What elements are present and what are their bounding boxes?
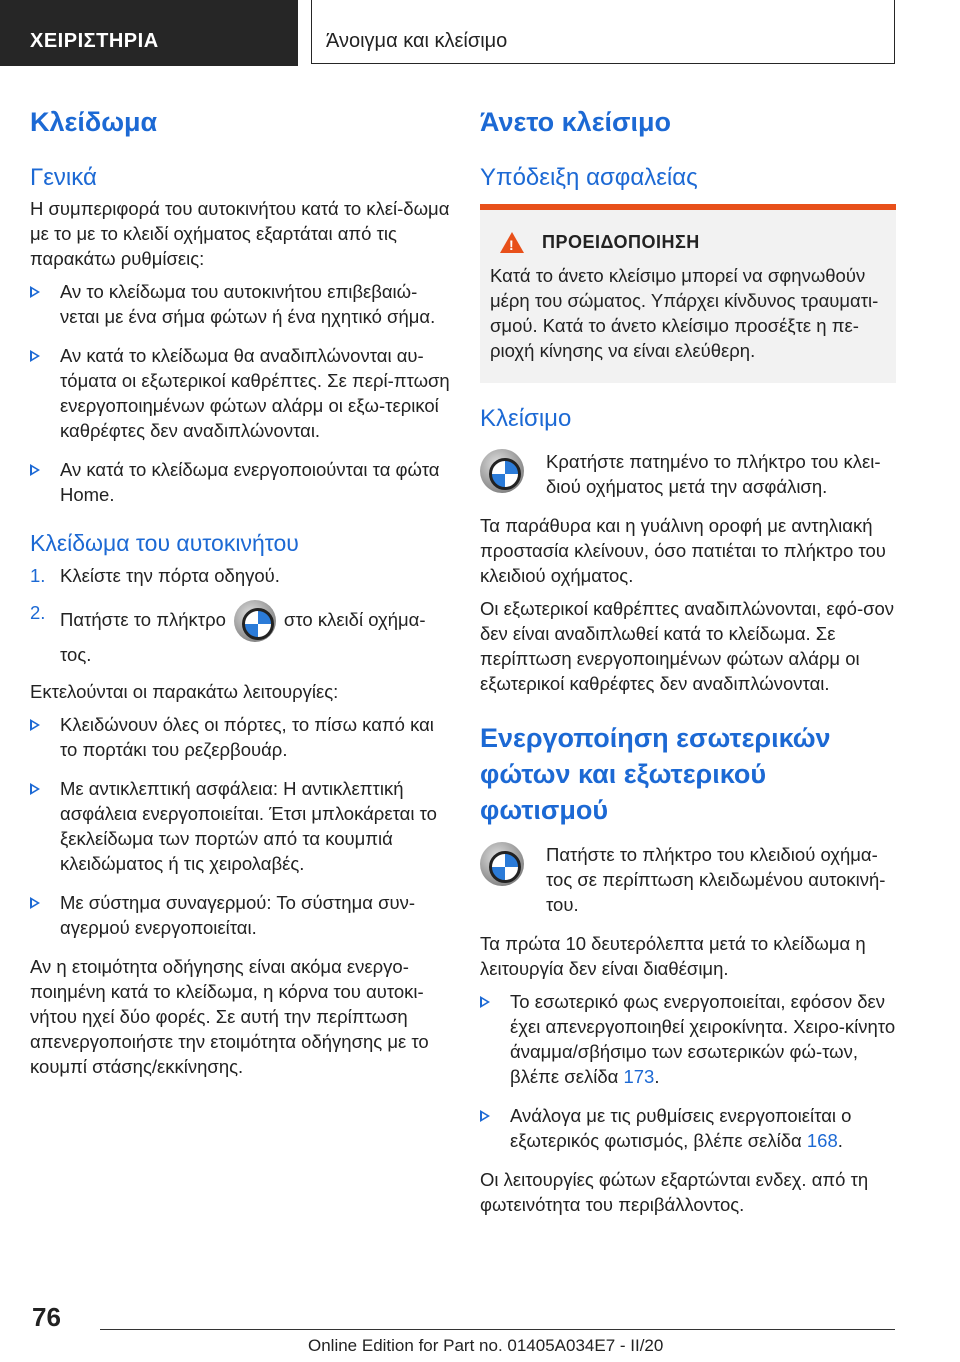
- page-footer: [0, 1290, 960, 1362]
- list-item: Με σύστημα συναγερμού: Το σύστημα συν-αγερμού ενεργοποιείται.: [30, 890, 450, 940]
- comfort-close-title: Άνετο κλείσιμο: [480, 107, 671, 137]
- warning-text: Κατά το άνετο κλείσιμο μπορεί να σφηνωθούν μέρη του σώματος. Υπάρχει κίνδυνος τραυματι-σμού. Κατά το άνετο κλείσιμο προσέξτε η πε-ριοχή κίνησης να είναι ελεύθερη.: [490, 265, 879, 361]
- triangle-bullet-icon: [30, 286, 40, 298]
- chapter-title: Άνοιγμα και κλείσιμο: [311, 0, 895, 64]
- edition-text: Online Edition for Part no. 01405A034E7 - II/20: [308, 1336, 664, 1355]
- list-item: Με αντικλεπτική ασφάλεια: Η αντικλεπτική ασφάλεια ενεργοποιείται. Έτσι μπλοκάρεται το ξεκλείδωμα των πορτών από τα κουμπιά κλειδώματος ή τις χειρολαβές.: [30, 776, 450, 876]
- triangle-bullet-icon: [30, 897, 40, 909]
- closing-text: Αν η ετοιμότητα οδήγησης είναι ακόμα ενεργο-ποιημένη κατά το κλείδωμα, η κόρνα του αυτοκι-νήτου ηχεί δύο φορές. Σε αυτή την περίπτωση απενεργοποιήστε την ετοιμότητα οδήγησης με το κουμπί στάσης/εκκίνησης.: [30, 956, 429, 1077]
- section-title: ΧΕΙΡΙΣΤΗΡΙΑ: [0, 0, 298, 66]
- general-list: [30, 279, 450, 507]
- triangle-bullet-icon: [30, 783, 40, 795]
- general-heading: Γενικά: [30, 164, 97, 191]
- lights-heading: Ενεργοποίηση εσωτερικών φώτων και εξωτερικού φωτισμού: [480, 723, 831, 825]
- closing-instruction: Κρατήστε πατημένο το πλήκτρο του κλει-διού οχήματος μετά την ασφάλιση.: [480, 449, 896, 499]
- key-button-icon: [480, 449, 524, 493]
- page-header: [0, 0, 960, 66]
- closing-heading: Κλείσιμο: [480, 405, 572, 432]
- lights-paragraph-2: Οι λειτουργίες φώτων εξαρτώνται ενδεχ. από τη φωτεινότητα του περιβάλλοντος.: [480, 1169, 869, 1215]
- list-item: Αν κατά το κλείδωμα ενεργοποιούνται τα φώτα Home.: [30, 457, 450, 507]
- list-item: Το εσωτερικό φως ενεργοποιείται, εφόσον δεν έχει απενεργοποιηθεί χειροκίνητα. Χειρο-κίνητο άναμμα/σβήσιμο των εσωτερικών φώ-των, βλέπε σελίδα 173.: [480, 989, 896, 1089]
- closing-paragraph-2: Οι εξωτερικοί καθρέπτες αναδιπλώνονται, εφό-σον δεν είναι αναδιπλωθεί κατά το κλείδωμα. Σε περίπτωση ενεργοποιημένων φώτων αλάρμ οι εξωτερικοί καθρέφτες δεν αναδιπλώνονται.: [480, 598, 895, 694]
- warning-triangle-icon: [500, 232, 524, 253]
- lock-vehicle-heading: Κλείδωμα του αυτοκινήτου: [30, 530, 299, 556]
- triangle-bullet-icon: [30, 719, 40, 731]
- lock-title: Κλείδωμα: [30, 107, 158, 137]
- triangle-bullet-icon: [480, 1110, 490, 1122]
- list-item: Αν το κλείδωμα του αυτοκινήτου επιβεβαιώ-νεται με ένα σήμα φώτων ή ένα ηχητικό σήμα.: [30, 279, 450, 329]
- list-item: Αν κατά το κλείδωμα θα αναδιπλώνονται αυ-τόματα οι εξωτερικοί καθρέπτες. Σε περί-πτωση ενεργοποιημένων φώτων αλάρμ οι εξω-τερικοί καθρέφτες δεν αναδιπλώνονται.: [30, 343, 450, 443]
- safety-heading: Υπόδειξη ασφαλείας: [480, 164, 698, 191]
- footer-divider: [100, 1329, 895, 1330]
- triangle-bullet-icon: [30, 350, 40, 362]
- step-item: 2. Πατήστε το πλήκτρο στο κλειδί οχήμα-τος.: [30, 602, 426, 665]
- list-item: Ανάλογα με τις ρυθμίσεις ενεργοποιείται ο εξωτερικός φωτισμός, βλέπε σελίδα 168.: [480, 1103, 896, 1153]
- left-column: [30, 100, 450, 1087]
- lock-steps: [30, 563, 450, 667]
- lights-paragraph-1: Τα πρώτα 10 δευτερόλεπτα μετά το κλείδωμα η λειτουργία δεν είναι διαθέσιμη.: [480, 933, 866, 979]
- lights-list: [480, 989, 896, 1153]
- page-link-168[interactable]: 168: [806, 1130, 838, 1151]
- key-button-icon: [480, 842, 524, 886]
- page-number: 76: [32, 1302, 61, 1332]
- list-item: Κλειδώνουν όλες οι πόρτες, το πίσω καπό και το πορτάκι του ρεζερβουάρ.: [30, 712, 450, 762]
- warning-box: [480, 204, 896, 383]
- warning-title: ΠΡΟΕΙΔΟΠΟΙΗΣΗ: [542, 232, 700, 252]
- step-item: 1. Κλείστε την πόρτα οδηγού.: [30, 565, 280, 586]
- key-button-icon: [234, 600, 276, 642]
- closing-paragraph-1: Τα παράθυρα και η γυάλινη οροφή με αντηλιακή προστασία κλείνουν, όσο πατιέται το πλήκτρο του κλειδιού οχήματος.: [480, 515, 886, 586]
- page-link-173[interactable]: 173: [623, 1066, 655, 1087]
- lights-instruction: Πατήστε το πλήκτρο του κλειδιού οχήμα-τος σε περίπτωση κλειδωμένου αυτοκινή-του.: [480, 842, 896, 917]
- functions-list: [30, 712, 450, 940]
- general-text: Η συμπεριφορά του αυτοκινήτου κατά το κλεί-δωμα με το με το κλειδί οχήματος εξαρτάται από τις παρακάτω ρυθμίσεις:: [30, 198, 450, 269]
- triangle-bullet-icon: [30, 464, 40, 476]
- triangle-bullet-icon: [480, 996, 490, 1008]
- functions-intro: Εκτελούνται οι παρακάτω λειτουργίες:: [30, 681, 339, 702]
- right-column: [480, 100, 896, 1225]
